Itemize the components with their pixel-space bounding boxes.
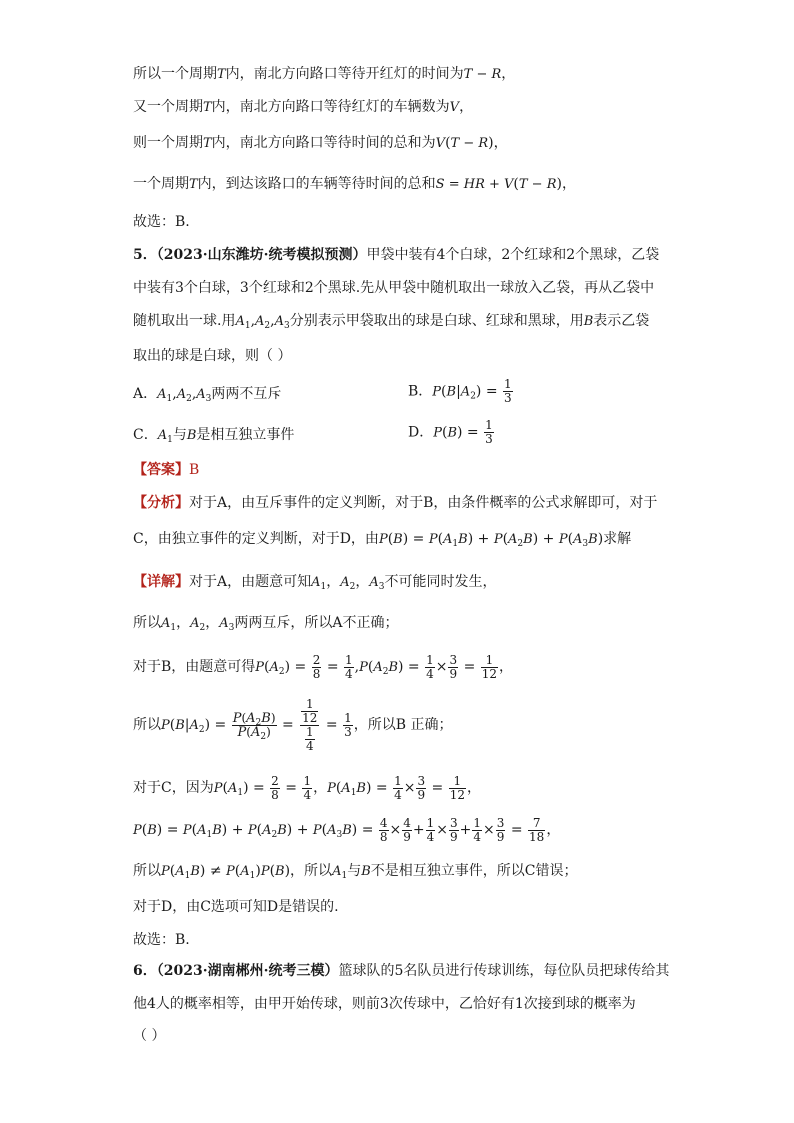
text-line: 所以$P(A_1B) \ne P(A_1)P(B)$，所以$A_1$与B不是相互独立事件，所以C错误； bbox=[133, 863, 578, 881]
question-6-stem: 6．（2023·湖南郴州·统考三模）篮球队的5名队员进行传球训练，每位队员把球传给其 bbox=[133, 963, 670, 979]
option-d: D．P(B) = $\frac{1}{3}$ bbox=[408, 418, 493, 446]
text-line: C，由独立事件的定义判断，对于D，由$P(B) = P(A_1B) + P(A_2B) + P(A_3B)$求解 bbox=[133, 531, 632, 549]
text-line: 他4人的概率相等，由甲开始传球，则前3次传球中，乙恰好有1次接到球的概率为 bbox=[133, 996, 636, 1012]
text-line: $P(B) = P(A_1B) + P(A_2B) + P(A_3B)$ = $\frac{4}{8}$ × $\frac{4}{9}$ + $\frac{1}{4}$ × $\frac{3}{9}$ + $\frac{1}{4}$ × $\frac{3}{9}$ = $\frac{7}{18}$ ， bbox=[133, 815, 561, 844]
text-line: （ ） bbox=[133, 1028, 166, 1044]
option-a: A．$A_1,A_2,A_3$两两不互斥 bbox=[133, 386, 282, 404]
text-line: 一个周期T内，到达该路口的车辆等待时间的总和S = HR + V(T − R)， bbox=[133, 176, 576, 192]
text-line: 所以$A_1$，$A_2$，$A_3$两两互斥，所以A不正确； bbox=[133, 615, 399, 633]
text-line: 则一个周期T内，南北方向路口等待时间的总和为V(T − R)， bbox=[133, 135, 508, 151]
text-line: 所以一个周期T内，南北方向路口等待开红灯的时间为T − R， bbox=[133, 66, 516, 82]
answer-line: 【答案】B bbox=[133, 462, 200, 478]
text-line: 对于C，因为$P(A_1)$ = $\frac{2}{8}$ = $\frac{1}{4}$ ，$P(A_1B)$ = $\frac{1}{4}$ × $\frac{3}{9}$ = $\frac{1}{12}$ ， bbox=[133, 773, 482, 802]
text-line: 中装有3个白球，3个红球和2个黑球.先从甲袋中随机取出一球放入乙袋，再从乙袋中 bbox=[133, 280, 655, 296]
text-line: 对于B，由题意可得$P(A_2)$ = $\frac{2}{8}$ = $\frac{1}{4}$ $,P(A_2B)$ = $\frac{1}{4}$ × $\frac{3}{9}$ = $\frac{1}{12}$ ， bbox=[133, 652, 514, 681]
text-line: 故选：B. bbox=[133, 214, 190, 230]
text-line: 取出的球是白球，则（ ） bbox=[133, 348, 292, 364]
analysis-line: 【分析】对于A，由互斥事件的定义判断，对于B，由条件概率的公式求解即可，对于 bbox=[133, 495, 658, 511]
text-line: 所以$P(B|A_2)$ = $\frac{P(A_2B)}{P(A_2)}$ = $\frac{\frac{1}{12}}{\frac{1}{4}}$ = $\frac{1}{3}$ ，所以B 正确； bbox=[133, 696, 453, 753]
question-5-stem: 5．（2023·山东潍坊·统考模拟预测）甲袋中装有4个白球，2个红球和2个黑球，乙袋 bbox=[133, 247, 660, 263]
detail-line: 【详解】对于A，由题意可知$A_1$，$A_2$，$A_3$不可能同时发生， bbox=[133, 574, 497, 592]
option-b: B．$P(B|A_2)$ = $\frac{1}{3}$ bbox=[408, 377, 512, 405]
text-line: 对于D，由C选项可知D是错误的. bbox=[133, 899, 339, 915]
text-line: 随机取出一球.用$A_1,A_2,A_3$分别表示甲袋取出的球是白球、红球和黑球，用B表示乙袋 bbox=[133, 313, 650, 331]
option-c: C．$A_1$与B是相互独立事件 bbox=[133, 427, 295, 445]
text-line: 又一个周期T内，南北方向路口等待红灯的车辆数为V， bbox=[133, 99, 474, 115]
text-line: 故选：B. bbox=[133, 932, 190, 948]
